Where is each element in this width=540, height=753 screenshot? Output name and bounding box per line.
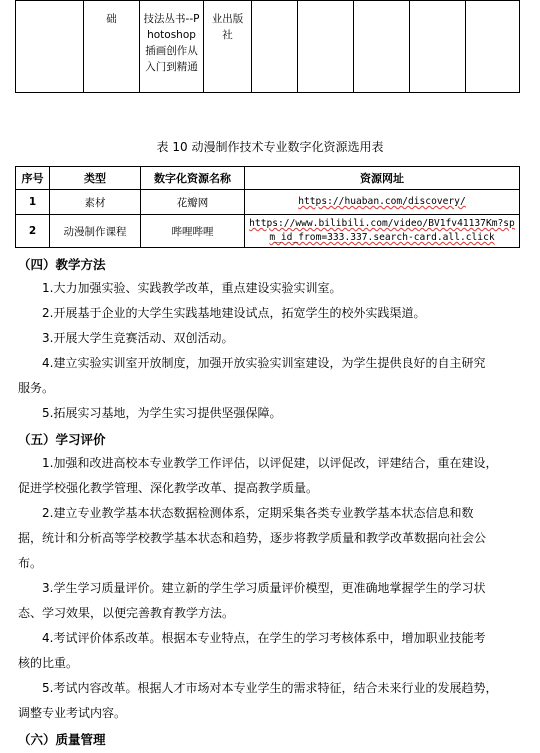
table-header-row	[16, 167, 520, 190]
paragraph-continued: 布。	[18, 556, 43, 570]
section-heading: （五）学习评价	[18, 432, 106, 447]
column-header: 资源网址	[245, 167, 520, 190]
table-cell	[466, 1, 520, 93]
table-cell: 技法丛书--Photoshop插画创作从入门到精通	[140, 1, 204, 93]
resource-name: 花瓣网	[141, 190, 245, 215]
paragraph: 1.加强和改进高校本专业教学工作评估，以评促建，以评促改，评建结合，重在建设，	[42, 456, 498, 470]
table-cell	[410, 1, 466, 93]
resource-name: 哔哩哔哩	[141, 215, 245, 248]
paragraph-continued: 促进学校强化教学管理、深化教学改革、提高教学质量。	[18, 481, 319, 495]
paragraph-continued: 服务。	[18, 381, 55, 395]
resource-type: 素材	[50, 190, 141, 215]
table-row	[16, 190, 520, 215]
row-number: 2	[16, 215, 50, 248]
paragraph-continued: 据，统计和分析高等学校教学基本状态和趋势，逐步将教学质量和教学改革数据向社会公	[18, 531, 487, 545]
paragraph-continued: 态、学习效果，以便完善教育教学方法。	[18, 606, 235, 620]
column-header: 数字化资源名称	[141, 167, 245, 190]
paragraph: 5.考试内容改革。根据人才市场对本专业学生的需求特征，结合未来行业的发展趋势，	[42, 681, 498, 695]
section-heading: （四）教学方法	[18, 257, 106, 272]
paragraph-continued: 核的比重。	[18, 656, 79, 670]
table-cell	[298, 1, 354, 93]
row-number: 1	[16, 190, 50, 215]
paragraph: 2.建立专业教学基本状态数据检测体系，定期采集各类专业教学基本状态信息和数	[42, 506, 474, 520]
table-cell	[252, 1, 298, 93]
resource-url[interactable]: https://www.bilibili.com/video/BV1fv41137Km?spm_id_from=333.337.search-card.all.click	[245, 215, 520, 248]
table-row	[16, 1, 520, 93]
table-cell: 业出版社	[204, 1, 252, 93]
column-header: 类型	[50, 167, 141, 190]
resource-url[interactable]: https://huaban.com/discovery/	[245, 190, 520, 215]
table-cell	[354, 1, 410, 93]
table-caption: 表 10 动漫制作技术专业数字化资源选用表	[156, 140, 384, 154]
paragraph: 3.开展大学生竞赛活动、双创活动。	[42, 331, 234, 345]
section-heading: （六）质量管理	[18, 732, 106, 747]
paragraph-continued: 调整专业考试内容。	[18, 706, 127, 720]
paragraph: 2.开展基于企业的大学生实践基地建设试点，拓宽学生的校外实践渠道。	[42, 306, 426, 320]
paragraph: 1.大力加强实验、实践教学改革，重点建设实验实训室。	[42, 281, 342, 295]
table-cell: 础	[84, 1, 140, 93]
paragraph: 4.建立实验实训室开放制度，加强开放实验实训室建设，为学生提供良好的自主研究	[42, 356, 486, 370]
paragraph: 4.考试评价体系改革。根据本专业特点，在学生的学习考核体系中，增加职业技能考	[42, 631, 486, 645]
paragraph: 5.拓展实习基地，为学生实习提供坚强保障。	[42, 406, 282, 420]
book-table-fragment	[15, 0, 520, 93]
table-row	[16, 215, 520, 248]
column-header: 序号	[16, 167, 50, 190]
paragraph: 3.学生学习质量评价。建立新的学生学习质量评价模型，更准确地掌握学生的学习状	[42, 581, 486, 595]
resource-table	[15, 166, 520, 248]
table-cell	[16, 1, 84, 93]
resource-type: 动漫制作课程	[50, 215, 141, 248]
